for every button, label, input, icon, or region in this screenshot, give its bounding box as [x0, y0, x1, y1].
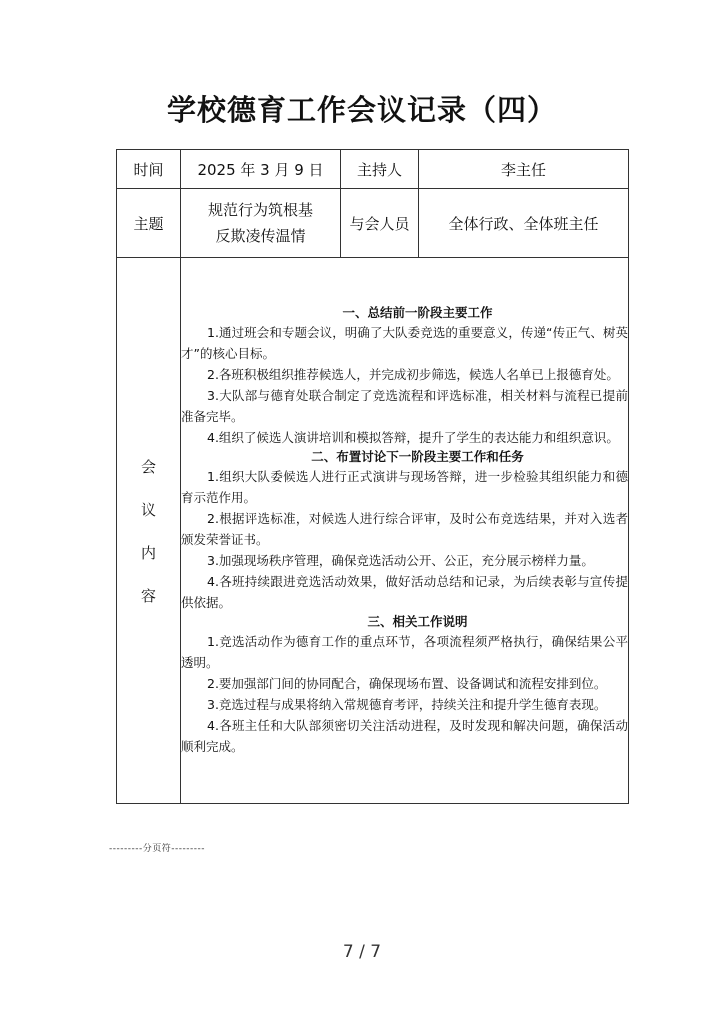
content-item: 1.通过班会和专题会议，明确了大队委竞选的重要意义，传递“传正气、树英才”的核心目标。 [181, 325, 628, 361]
content-item: 3.大队部与德育处联合制定了竞选流程和评选标准，相关材料与流程已提前准备完毕。 [181, 388, 628, 424]
content-row [117, 258, 629, 804]
meeting-content [181, 258, 629, 804]
subject-row [117, 189, 629, 258]
document-title: 学校德育工作会议记录（四） [166, 93, 557, 127]
section-heading: 一、总结前一阶段主要工作 [342, 305, 493, 320]
content-item: 2.根据评选标准，对候选人进行综合评审，及时公布竞选结果，并对入选者颁发荣誉证书。 [181, 511, 628, 547]
content-item: 2.要加强部门间的协同配合，确保现场布置、设备调试和流程安排到位。 [207, 676, 607, 691]
content-item: 3.竞选过程与成果将纳入常规德育考评，持续关注和提升学生德育表现。 [207, 697, 607, 712]
attendees-label: 与会人员 [341, 189, 419, 258]
attendees-value: 全体行政、全体班主任 [419, 189, 629, 258]
content-item: 4.各班持续跟进竞选活动效果，做好活动总结和记录，为后续表彰与宣传提供依据。 [181, 574, 628, 610]
subject-line-1: 规范行为筑根基 [207, 201, 313, 219]
content-item: 1.组织大队委候选人进行正式演讲与现场答辩，进一步检验其组织能力和德育示范作用。 [181, 469, 628, 505]
content-label [117, 258, 181, 804]
content-label-char: 议 [140, 500, 156, 519]
subject-value [181, 189, 341, 258]
content-label-char: 内 [140, 543, 156, 562]
page-number: 7 / 7 [342, 942, 382, 962]
content-item: 4.各班主任和大队部须密切关注活动进程，及时发现和解决问题，确保活动顺利完成。 [181, 718, 628, 754]
content-item: 4.组织了候选人演讲培训和模拟答辩，提升了学生的表达能力和组织意识。 [207, 430, 619, 445]
host-value: 李主任 [419, 150, 629, 189]
time-value: 2025 年 3 月 9 日 [181, 150, 341, 189]
time-label: 时间 [117, 150, 181, 189]
content-item: 3.加强现场秩序管理，确保竞选活动公开、公正，充分展示榜样力量。 [207, 553, 594, 568]
meeting-record-table [116, 149, 629, 804]
subject-label: 主题 [117, 189, 181, 258]
section-heading: 三、相关工作说明 [367, 614, 468, 629]
section-heading: 二、布置讨论下一阶段主要工作和任务 [311, 449, 524, 464]
page-break-marker: ---------分页符--------- [109, 844, 205, 854]
subject-line-2: 反欺凌传温情 [215, 227, 306, 245]
content-label-char: 容 [140, 586, 156, 605]
content-item: 1.竞选活动作为德育工作的重点环节，各项流程须严格执行，确保结果公平透明。 [181, 634, 628, 670]
time-row [117, 150, 629, 189]
content-label-char: 会 [140, 457, 156, 476]
content-item: 2.各班积极组织推荐候选人，并完成初步筛选，候选人名单已上报德育处。 [207, 367, 619, 382]
host-label: 主持人 [341, 150, 419, 189]
